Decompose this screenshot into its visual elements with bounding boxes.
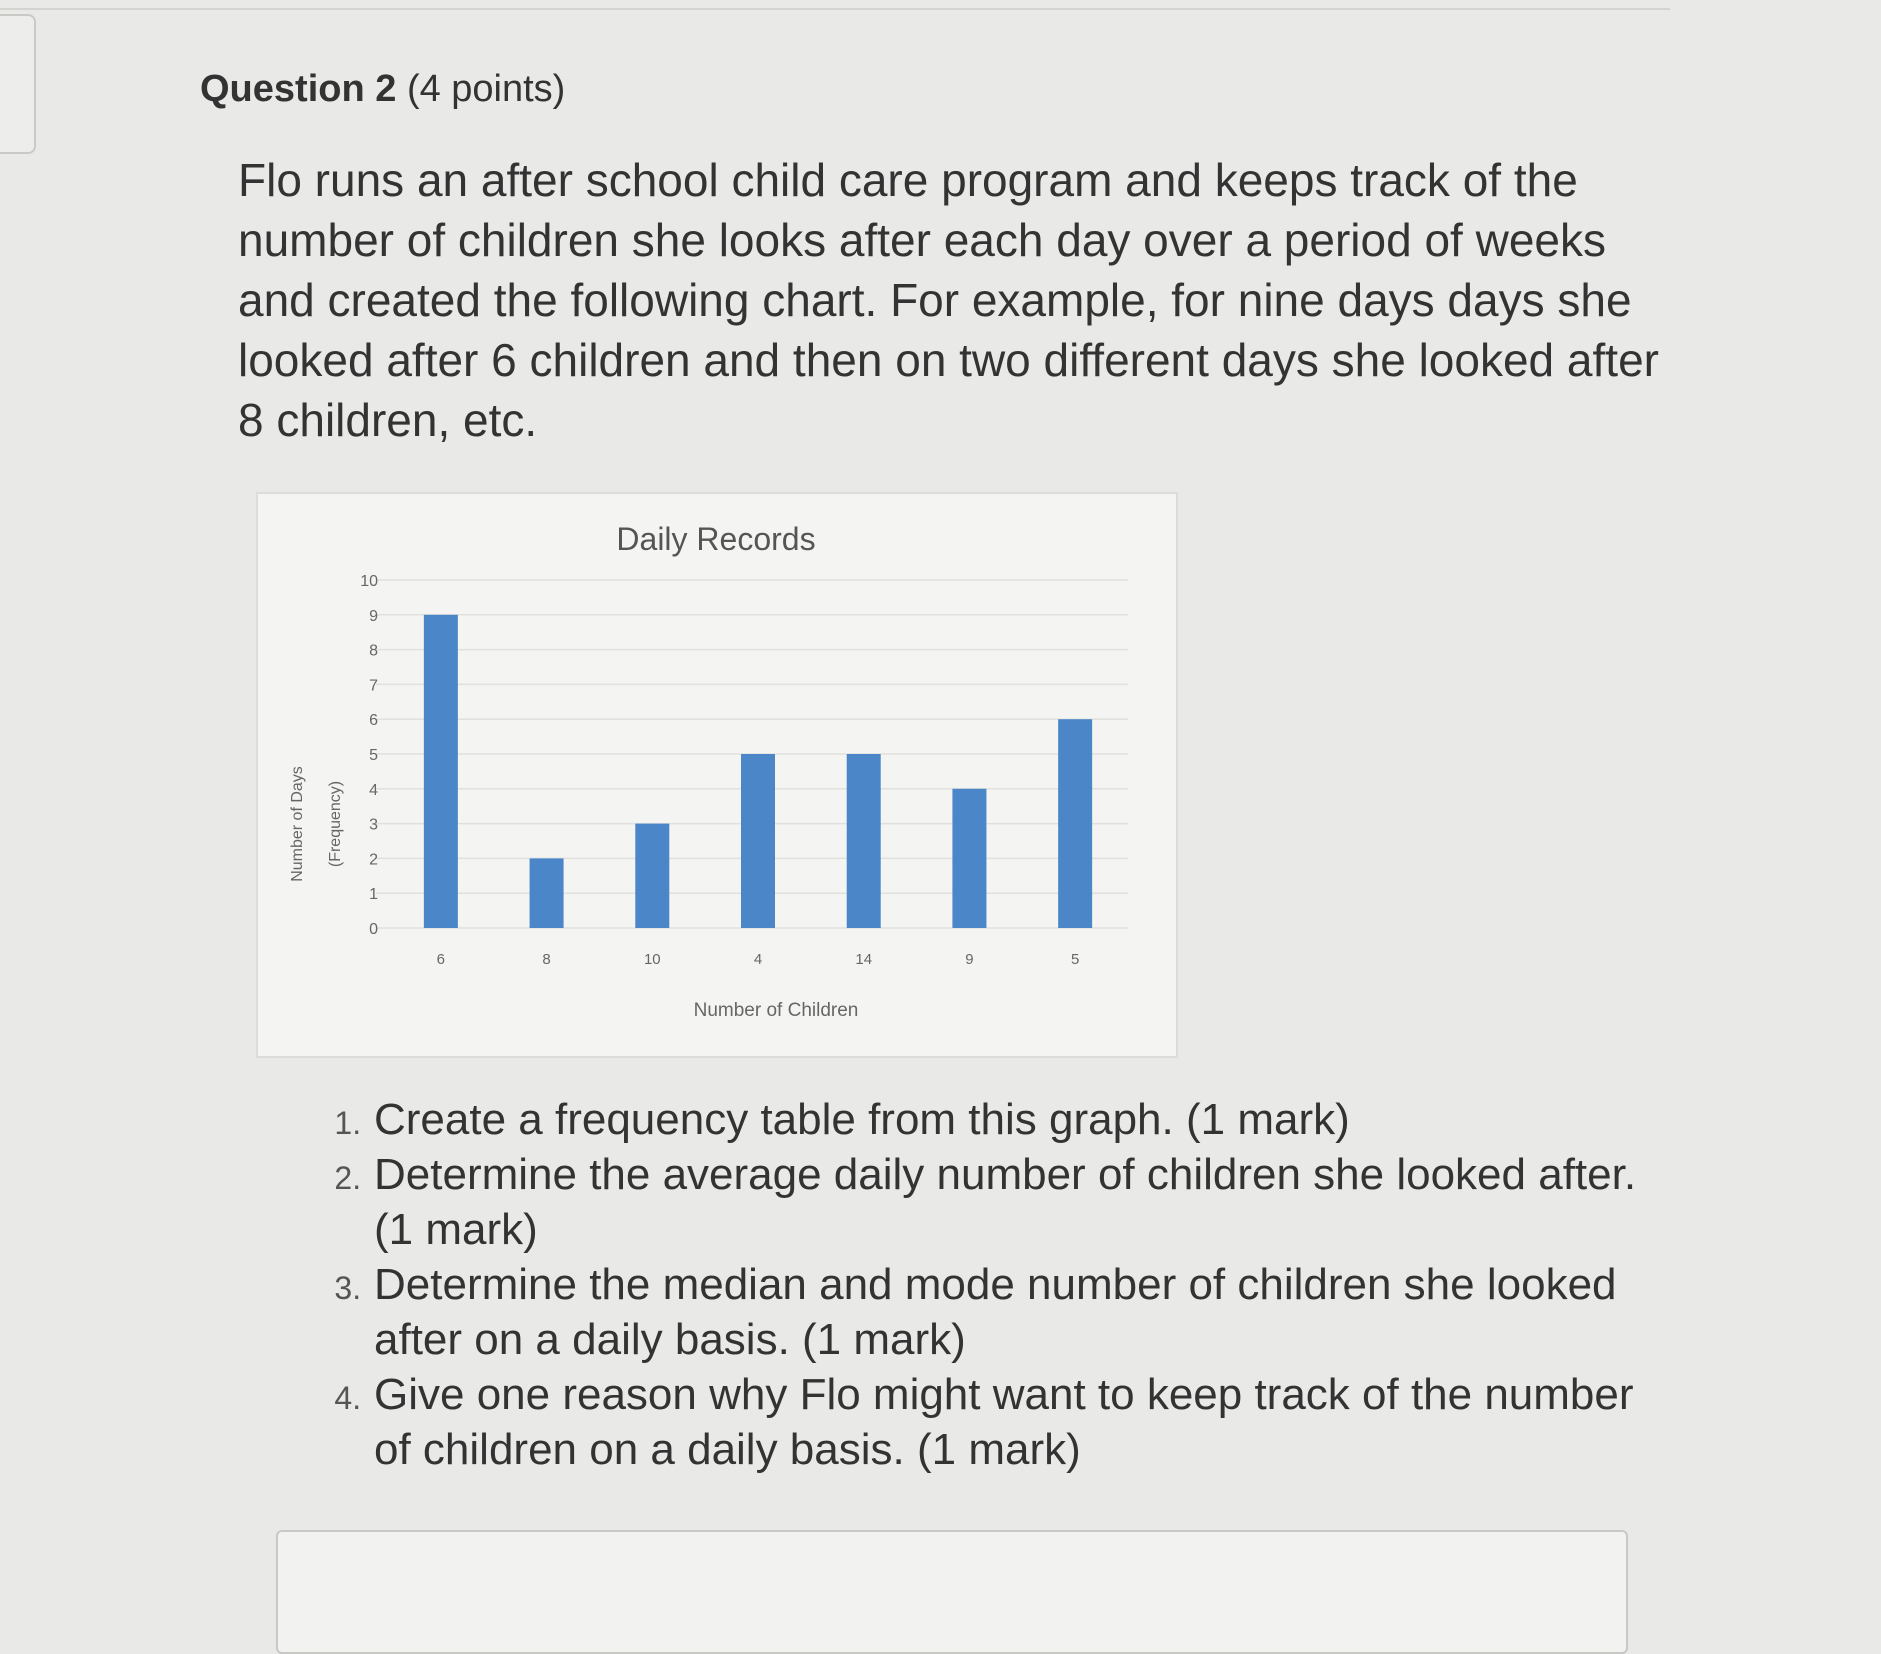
x-tick-label: 4: [753, 951, 763, 968]
y-tick-label: 4: [369, 781, 378, 799]
bar-10: [635, 824, 669, 928]
y-tick-label: 6: [369, 712, 378, 730]
question-nav-tab[interactable]: [0, 14, 36, 154]
task-item: 4. Give one reason why Flo might want to keep track of the number of children on a daily basis. (1 mark): [370, 1367, 1670, 1477]
y-axis-label: Number of Days: [289, 766, 306, 882]
x-tick-label: 5: [1070, 951, 1080, 968]
bar-9: [952, 789, 986, 928]
bar-6: [424, 615, 458, 928]
y-tick-label: 3: [369, 816, 378, 834]
x-axis-ticks: [437, 951, 1080, 968]
bar-4: [741, 754, 775, 928]
y-tick-label: 7: [369, 677, 378, 695]
x-tick-label: 14: [855, 951, 873, 968]
x-tick-label: 10: [643, 951, 661, 968]
question-text: Flo runs an after school child care program and keeps track of the number of children she looks after each day over a period of weeks and created the following chart. For example, for nine days days she looked after 6 children and then on two different days she looked after 8 children, etc.: [238, 154, 1659, 446]
y-tick-label: 2: [369, 851, 378, 869]
top-divider: [0, 0, 1670, 10]
y-tick-label: 10: [360, 573, 378, 590]
daily-records-chart: [256, 492, 1178, 1058]
question-title: Question 2: [200, 68, 397, 110]
y-tick-label: 9: [369, 607, 378, 625]
x-axis-label: Number of Children: [693, 1000, 859, 1021]
chart-title: Daily Records: [616, 521, 816, 557]
answer-textarea[interactable]: [276, 1530, 1628, 1654]
y-axis-ticks: [360, 573, 378, 938]
task-item: 2. Determine the average daily number of children she looked after. (1 mark): [370, 1147, 1670, 1257]
x-tick-label: 9: [965, 951, 974, 968]
y-axis-label-frequency: (Frequency): [327, 780, 344, 868]
chart-svg: [258, 494, 1176, 1056]
bar-8: [530, 858, 564, 928]
y-tick-label: 0: [369, 921, 378, 938]
task-list: [328, 1092, 1670, 1477]
bar-14: [847, 754, 881, 928]
chart-bars: [424, 615, 1092, 928]
y-axis-label-group: [289, 766, 344, 882]
task-item: 3. Determine the median and mode number of children she looked after on a daily basis. (1 mark): [370, 1257, 1670, 1367]
y-tick-label: 1: [369, 886, 378, 904]
y-tick-label: 8: [369, 642, 378, 660]
question-points: (4 points): [406, 68, 566, 110]
bar-5: [1058, 719, 1092, 928]
y-tick-label: 5: [369, 747, 378, 764]
x-tick-label: 6: [436, 951, 446, 968]
task-item: 1. Create a frequency table from this graph. (1 mark): [370, 1092, 1670, 1147]
question-header: [200, 68, 565, 111]
x-tick-label: 8: [542, 951, 551, 968]
